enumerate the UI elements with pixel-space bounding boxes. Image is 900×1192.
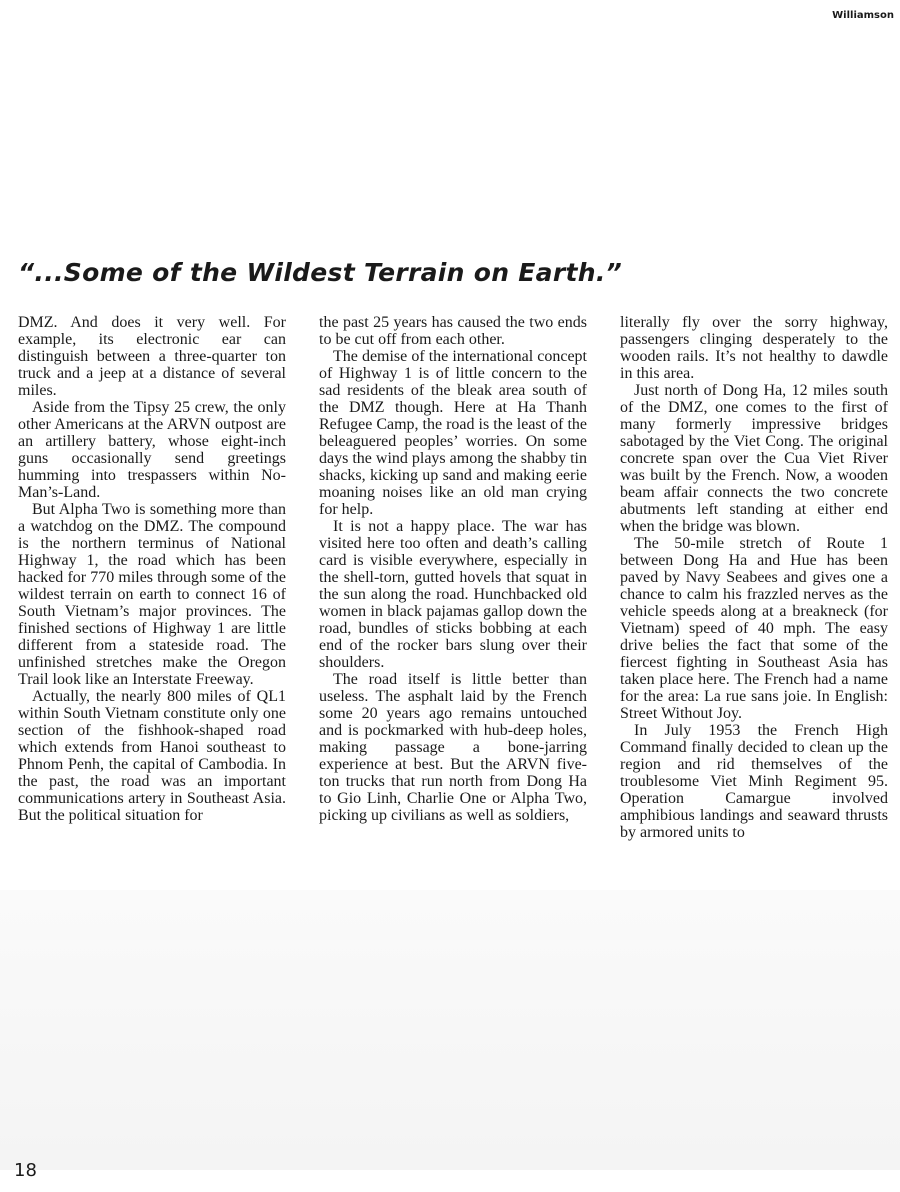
paragraph: The 50-mile stretch of Route 1 between Dong Ha and Hue has been paved by Navy Seabees and gives one a chance to calm his frazzled nerves as the vehicle speeds along at a breakneck (for Vietnam) speed of 40 mph. The easy drive belies the fact that some of the fiercest fighting in Southeast Asia has taken place here. The French had a name for the area: La rue sans joie. In English: Street Without Joy. xyxy=(620,535,888,722)
column-2 xyxy=(319,314,587,889)
article-title: “...Some of the Wildest Terrain on Earth.” xyxy=(18,258,623,287)
paragraph: But Alpha Two is something more than a watchdog on the DMZ. The compound is the northern terminus of National Highway 1, the road which has been hacked for 770 miles through some of the wildest terrain on earth to connect 16 of South Vietnam’s major provinces. The finished sections of Highway 1 are little different from a stateside road. The unfinished stretches make the Oregon Trail look like an Interstate Freeway. xyxy=(18,501,286,688)
paragraph: The road itself is little better than useless. The asphalt laid by the French some 20 years ago remains untouched and is pockmarked with hub-deep holes, making passage a bone-jarring experience at best. But the ARVN five-ton trucks that run north from Dong Ha to Gio Linh, Charlie One or Alpha Two, picking up civilians as well as soldiers, xyxy=(319,671,587,824)
paragraph: the past 25 years has caused the two ends to be cut off from each other. xyxy=(319,314,587,348)
paragraph: In July 1953 the French High Command finally decided to clean up the region and rid themselves of the troublesome Viet Minh Regiment 95. Operation Camargue involved amphibious landings and seaward thrusts by armored units to xyxy=(620,722,888,841)
paragraph: The demise of the international concept of Highway 1 is of little concern to the sad residents of the bleak area south of the DMZ though. Here at Ha Thanh Refugee Camp, the road is the least of the beleaguered peoples’ worries. On some days the wind plays among the shabby tin shacks, kicking up sand and making eerie moaning noises like an old man crying for help. xyxy=(319,348,587,518)
page-number: 18 xyxy=(14,1160,37,1181)
article-columns xyxy=(18,314,888,889)
paragraph: Aside from the Tipsy 25 crew, the only other Americans at the ARVN outpost are an artillery battery, whose eight-inch guns occasionally send greetings humming into trespassers within No-Man’s-Land. xyxy=(18,399,286,501)
paragraph: It is not a happy place. The war has visited here too often and death’s calling card is visible everywhere, especially in the shell-torn, gutted hovels that squat in the sun along the road. Hunchbacked old women in black pajamas gallop down the road, bundles of sticks bobbing at each end of the rocker bars slung over their shoulders. xyxy=(319,518,587,671)
column-1 xyxy=(18,314,286,889)
paragraph: literally fly over the sorry highway, passengers clinging desperately to the wooden rails. It’s not healthy to dawdle in this area. xyxy=(620,314,888,382)
paragraph: Just north of Dong Ha, 12 miles south of the DMZ, one comes to the first of many formerly impressive bridges sabotaged by the Viet Cong. The original concrete span over the Cua Viet River was built by the French. Now, a wooden beam affair connects the two concrete abutments left standing at either end when the bridge was blown. xyxy=(620,382,888,535)
paragraph: Actually, the nearly 800 miles of QL1 within South Vietnam constitute only one section of the fishhook-shaped road which extends from Hanoi southeast to Phnom Penh, the capital of Cambodia. In the past, the road was an important communications artery in Southeast Asia. But the political situation for xyxy=(18,688,286,824)
show-through-area xyxy=(0,890,900,1170)
running-head: Williamson xyxy=(832,10,894,21)
paragraph: DMZ. And does it very well. For example, its electronic ear can distinguish between a three-quarter ton truck and a jeep at a distance of several miles. xyxy=(18,314,286,399)
column-3 xyxy=(620,314,888,889)
